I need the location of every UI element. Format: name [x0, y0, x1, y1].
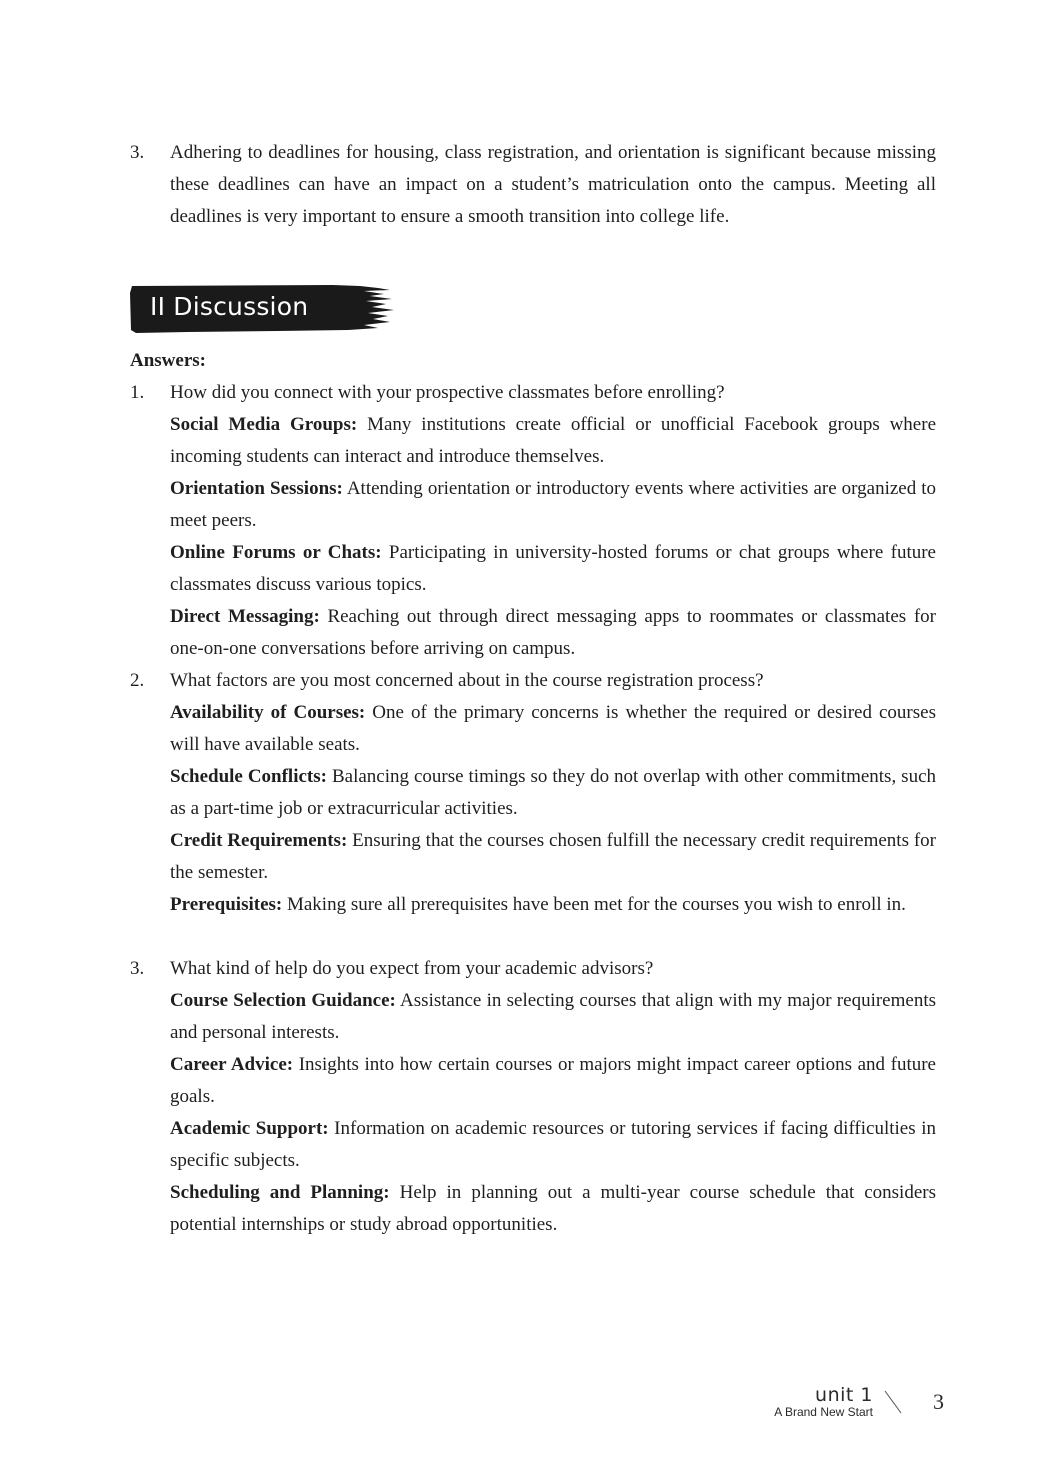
unit-label: unit 1	[815, 1384, 873, 1406]
question-number: 1.	[130, 382, 145, 403]
answer-point	[170, 473, 936, 537]
page-footer	[655, 1384, 955, 1424]
answer-term: Credit Requirements:	[170, 830, 348, 851]
answers-heading: Answers:	[130, 350, 206, 371]
answer-text: Help in planning out a multi-year course schedule that considers potential internships or study abroad opportunities.	[170, 1182, 936, 1235]
answer-term: Orientation Sessions:	[170, 478, 343, 499]
question-text: What kind of help do you expect from your academic advisors?	[170, 958, 654, 979]
question-number: 3.	[130, 958, 145, 979]
answer-point	[170, 1177, 936, 1241]
answer-term: Career Advice:	[170, 1054, 294, 1075]
answer-point	[170, 601, 936, 665]
answer-point	[170, 985, 936, 1049]
section-title: II Discussion	[150, 292, 309, 321]
question-item-3	[130, 953, 936, 1241]
answer-term: Social Media Groups:	[170, 414, 358, 435]
answer-text: Ensuring that the courses chosen fulfill the necessary credit requirements for the semester.	[170, 830, 937, 883]
answer-point	[170, 889, 936, 921]
answer-point	[170, 825, 936, 889]
answer-text: Balancing course timings so they do not overlap with other commitments, such as a part-time job or extracurricular activities.	[170, 766, 937, 819]
answer-point	[170, 697, 936, 761]
answer-text: Reaching out through direct messaging apps to roommates or classmates for one-on-one conversations before arriving on campus.	[170, 606, 936, 659]
unit-subtitle: A Brand New Start	[774, 1405, 873, 1419]
answer-point	[170, 537, 936, 601]
answer-text: Insights into how certain courses or majors might impact career options and future goals.	[170, 1054, 936, 1107]
answer-text: Participating in university-hosted forums or chat groups where future classmates discuss various topics.	[170, 542, 936, 595]
answer-point	[170, 1113, 936, 1177]
answer-text: Information on academic resources or tutoring services if facing difficulties in specific subjects.	[170, 1118, 936, 1171]
question-number: 2.	[130, 670, 145, 691]
answer-term: Availability of Courses:	[170, 702, 366, 723]
answer-text: One of the primary concerns is whether the required or desired courses will have available seats.	[170, 702, 936, 755]
top-item-text: Adhering to deadlines for housing, class registration, and orientation is significant because missing these deadlines can have an impact on a student’s matriculation onto the campus. Meeting all deadlines is very important to ensure a smooth transition into college life.	[170, 142, 936, 227]
question-item-2	[130, 665, 936, 921]
backslash-divider-icon	[881, 1389, 905, 1415]
answer-point	[170, 761, 936, 825]
section-banner	[128, 283, 396, 335]
question-text: How did you connect with your prospective classmates before enrolling?	[170, 382, 725, 403]
page-number: 3	[933, 1389, 944, 1414]
answer-text: Attending orientation or introductory events where activities are organized to meet peers.	[170, 478, 936, 531]
question-item-1	[130, 377, 936, 665]
answer-text: Assistance in selecting courses that align with my major requirements and personal interests.	[170, 990, 936, 1043]
answer-point	[170, 1049, 936, 1113]
top-item-number: 3.	[130, 142, 145, 163]
answer-text: Making sure all prerequisites have been met for the courses you wish to enroll in.	[282, 894, 906, 915]
answer-term: Course Selection Guidance:	[170, 990, 396, 1011]
answer-term: Schedule Conflicts:	[170, 766, 327, 787]
answer-term: Direct Messaging:	[170, 606, 320, 627]
question-text: What factors are you most concerned about in the course registration process?	[170, 670, 764, 691]
answer-point	[170, 409, 936, 473]
top-list-item	[130, 137, 936, 233]
answer-text: Many institutions create official or unofficial Facebook groups where incoming students can interact and introduce themselves.	[170, 414, 937, 467]
answer-term: Online Forums or Chats:	[170, 542, 382, 563]
answer-term: Scheduling and Planning:	[170, 1182, 390, 1203]
answer-term: Prerequisites:	[170, 894, 283, 915]
answer-term: Academic Support:	[170, 1118, 329, 1139]
